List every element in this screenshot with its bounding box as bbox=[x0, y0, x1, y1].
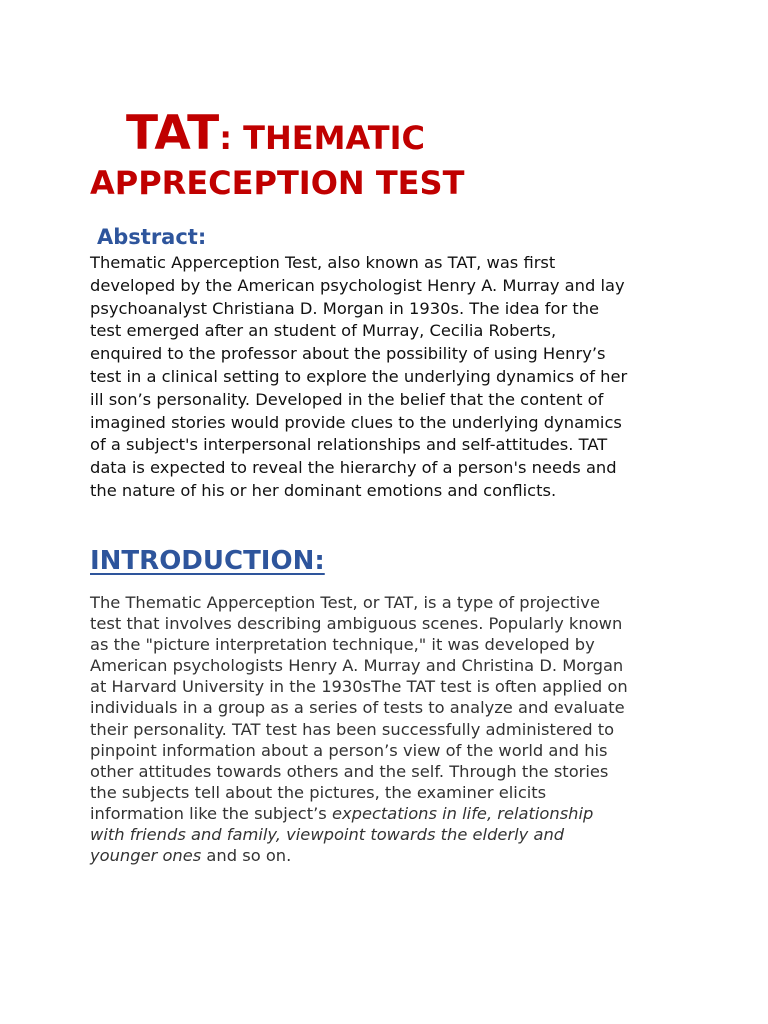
paragraph-line: pinpoint information about a person’s view of the world and his bbox=[90, 740, 608, 760]
paragraph-line: developed by the American psychologist Henry A. Murray and lay bbox=[90, 275, 625, 295]
paragraph-line: of a subject's interpersonal relationships and self-attitudes. TAT bbox=[90, 435, 608, 455]
italic-text: expectations in life, relationship bbox=[331, 803, 594, 823]
paragraph-line bbox=[90, 803, 690, 824]
paragraph-line: enquired to the professor about the possibility of using Henry’s bbox=[90, 344, 606, 364]
abstract-paragraph bbox=[90, 252, 690, 503]
document-title-line2: APPRECEPTION TEST bbox=[90, 164, 465, 202]
plain-text: and so on. bbox=[201, 846, 292, 866]
paragraph-line: their personality. TAT test has been successfully administered to bbox=[90, 719, 615, 739]
italic-text: with friends and family, viewpoint towards the elderly and bbox=[90, 825, 565, 845]
abstract-heading: Abstract: bbox=[97, 225, 207, 249]
introduction-paragraph bbox=[90, 592, 690, 866]
italic-text: younger ones bbox=[90, 846, 202, 866]
paragraph-line: test in a clinical setting to explore the underlying dynamics of her bbox=[90, 366, 628, 386]
plain-text: information like the subject’s bbox=[90, 803, 332, 823]
paragraph-line: as the "picture interpretation technique," it was developed by bbox=[90, 635, 595, 655]
paragraph-line: test emerged after an student of Murray, Cecilia Roberts, bbox=[90, 321, 557, 341]
paragraph-line: test that involves describing ambiguous scenes. Popularly known bbox=[90, 614, 623, 634]
paragraph-line: the nature of his or her dominant emotions and conflicts. bbox=[90, 480, 557, 500]
paragraph-line: The Thematic Apperception Test, or TAT, is a type of projective bbox=[90, 593, 600, 612]
paragraph-line: the subjects tell about the pictures, the examiner elicits bbox=[90, 782, 547, 802]
paragraph-line bbox=[90, 824, 690, 845]
paragraph-line: other attitudes towards others and the self. Through the stories bbox=[90, 761, 609, 781]
paragraph-line: American psychologists Henry A. Murray and Christina D. Morgan bbox=[90, 656, 624, 676]
paragraph-line: ill son’s personality. Developed in the belief that the content of bbox=[90, 389, 604, 409]
document-title bbox=[126, 106, 425, 161]
title-rest: : THEMATIC bbox=[219, 119, 425, 157]
paragraph-line: imagined stories would provide clues to the underlying dynamics bbox=[90, 412, 622, 432]
paragraph-line: at Harvard University in the 1930sThe TAT test is often applied on bbox=[90, 677, 628, 697]
paragraph-line: data is expected to reveal the hierarchy of a person's needs and bbox=[90, 458, 617, 478]
introduction-heading: INTRODUCTION: bbox=[90, 546, 325, 576]
paragraph-line: individuals in a group as a series of tests to analyze and evaluate bbox=[90, 698, 625, 718]
paragraph-line: psychoanalyst Christiana D. Morgan in 1930s. The idea for the bbox=[90, 298, 600, 318]
paragraph-line bbox=[90, 845, 690, 866]
paragraph-line: Thematic Apperception Test, also known as TAT, was first bbox=[90, 253, 556, 272]
title-acronym: TAT bbox=[126, 106, 220, 161]
